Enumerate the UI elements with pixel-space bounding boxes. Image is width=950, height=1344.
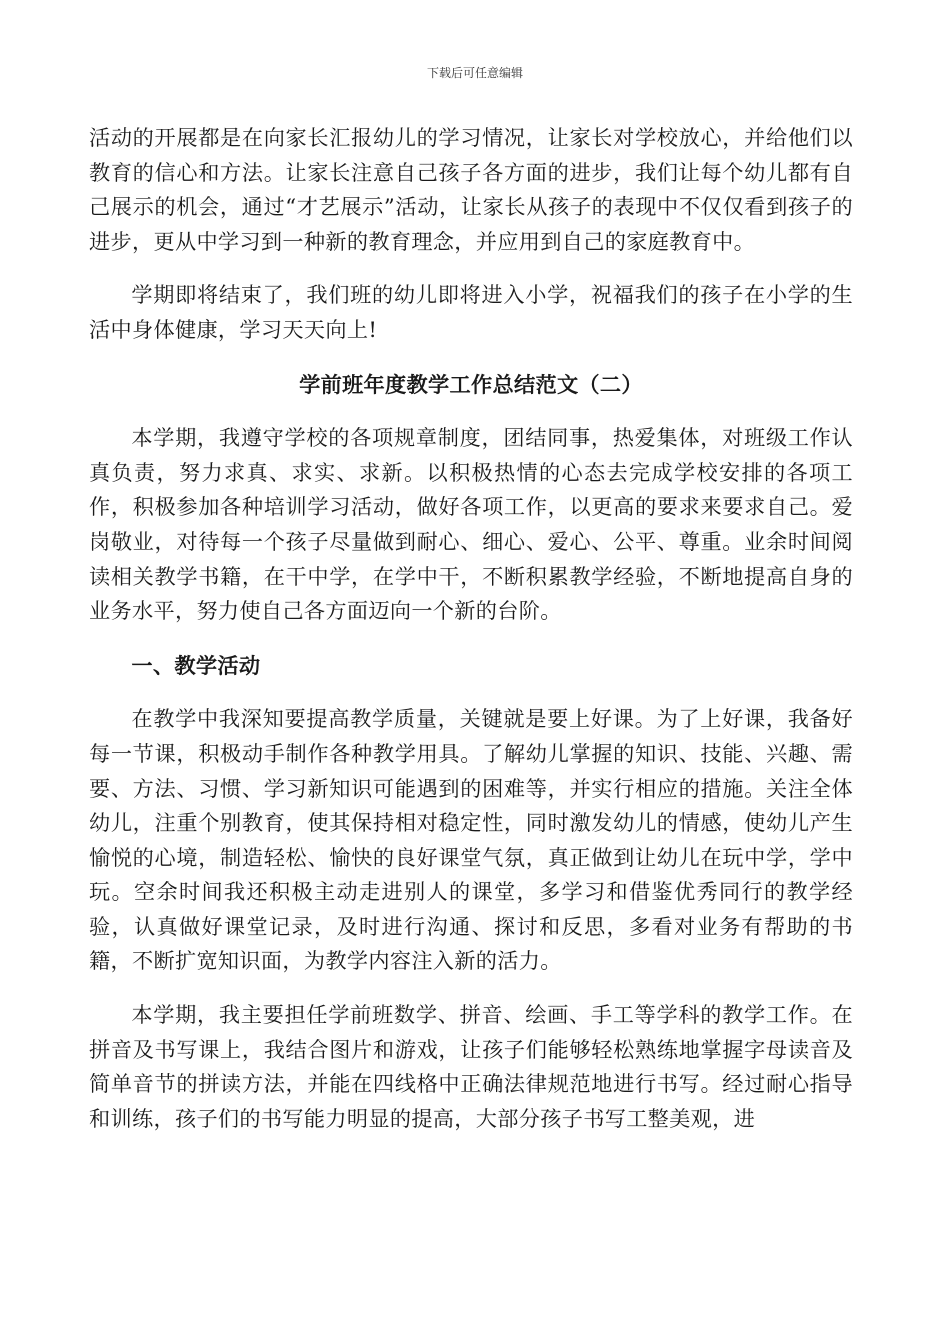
page-header: 下载后可任意编辑: [426, 66, 523, 80]
paragraph-teaching-quality: 在教学中我深知要提高教学质量，关键就是要上好课。为了上好课，我备好每一节课，积极动手制作各种教学用具。了解幼儿掌握的知识、技能、兴趣、需要、方法、习惯、学习新知识可能遇到的困难等，并实行相应的措施。关注全体幼儿，注重个别教育，使其保持相对稳定性，同时激发幼儿的情感，使幼儿产生愉悦的心境，制造轻松、愉快的良好课堂气氛，真正做到让幼儿在玩中学，学中玩。空余时间我还积极主动走进别人的课堂，多学习和借鉴优秀同行的教学经验，认真做好课堂记录，及时进行沟通、探讨和反思，多看对业务有帮助的书籍，不断扩宽知识面，为教学内容注入新的活力。: [89, 706, 853, 974]
section-heading-teaching-activities: 一、教学活动: [131, 652, 261, 678]
document-title: 学前班年度教学工作总结范文（二）: [299, 371, 643, 397]
paragraph-continued: 活动的开展都是在向家长汇报幼儿的学习情况，让家长对学校放心，并给他们以教育的信心和方法。让家长注意自己孩子各方面的进步，我们让每个幼儿都有自己展示的机会，通过“才艺展示”活动，让家长从孩子的表现中不仅仅看到孩子的进步，更从中学习到一种新的教育理念，并应用到自己的家庭教育中。: [89, 125, 853, 254]
paragraph-subjects: 本学期，我主要担任学前班数学、拼音、绘画、手工等学科的教学工作。在拼音及书写课上，我结合图片和游戏，让孩子们能够轻松熟练地掌握字母读音及简单音节的拼读方法，并能在四线格中正确法律规范地进行书写。经过耐心指导和训练，孩子们的书写能力明显的提高，大部分孩子书写工整美观，进: [89, 1002, 853, 1131]
paragraph-intro: 本学期，我遵守学校的各项规章制度，团结同事，热爱集体，对班级工作认真负责，努力求真、求实、求新。以积极热情的心态去完成学校安排的各项工作，积极参加各种培训学习活动，做好各项工作，以更高的要求来要求自己。爱岗敬业，对待每一个孩子尽量做到耐心、细心、爱心、公平、尊重。业余时间阅读相关教学书籍，在干中学，在学中干，不断积累教学经验，不断地提高自身的业务水平，努力使自己各方面迈向一个新的台阶。: [89, 425, 853, 624]
document-body: [89, 121, 853, 1136]
paragraph-closing: 学期即将结束了，我们班的幼儿即将进入小学，祝福我们的孩子在小学的生活中身体健康，学习天天向上!: [89, 282, 853, 342]
